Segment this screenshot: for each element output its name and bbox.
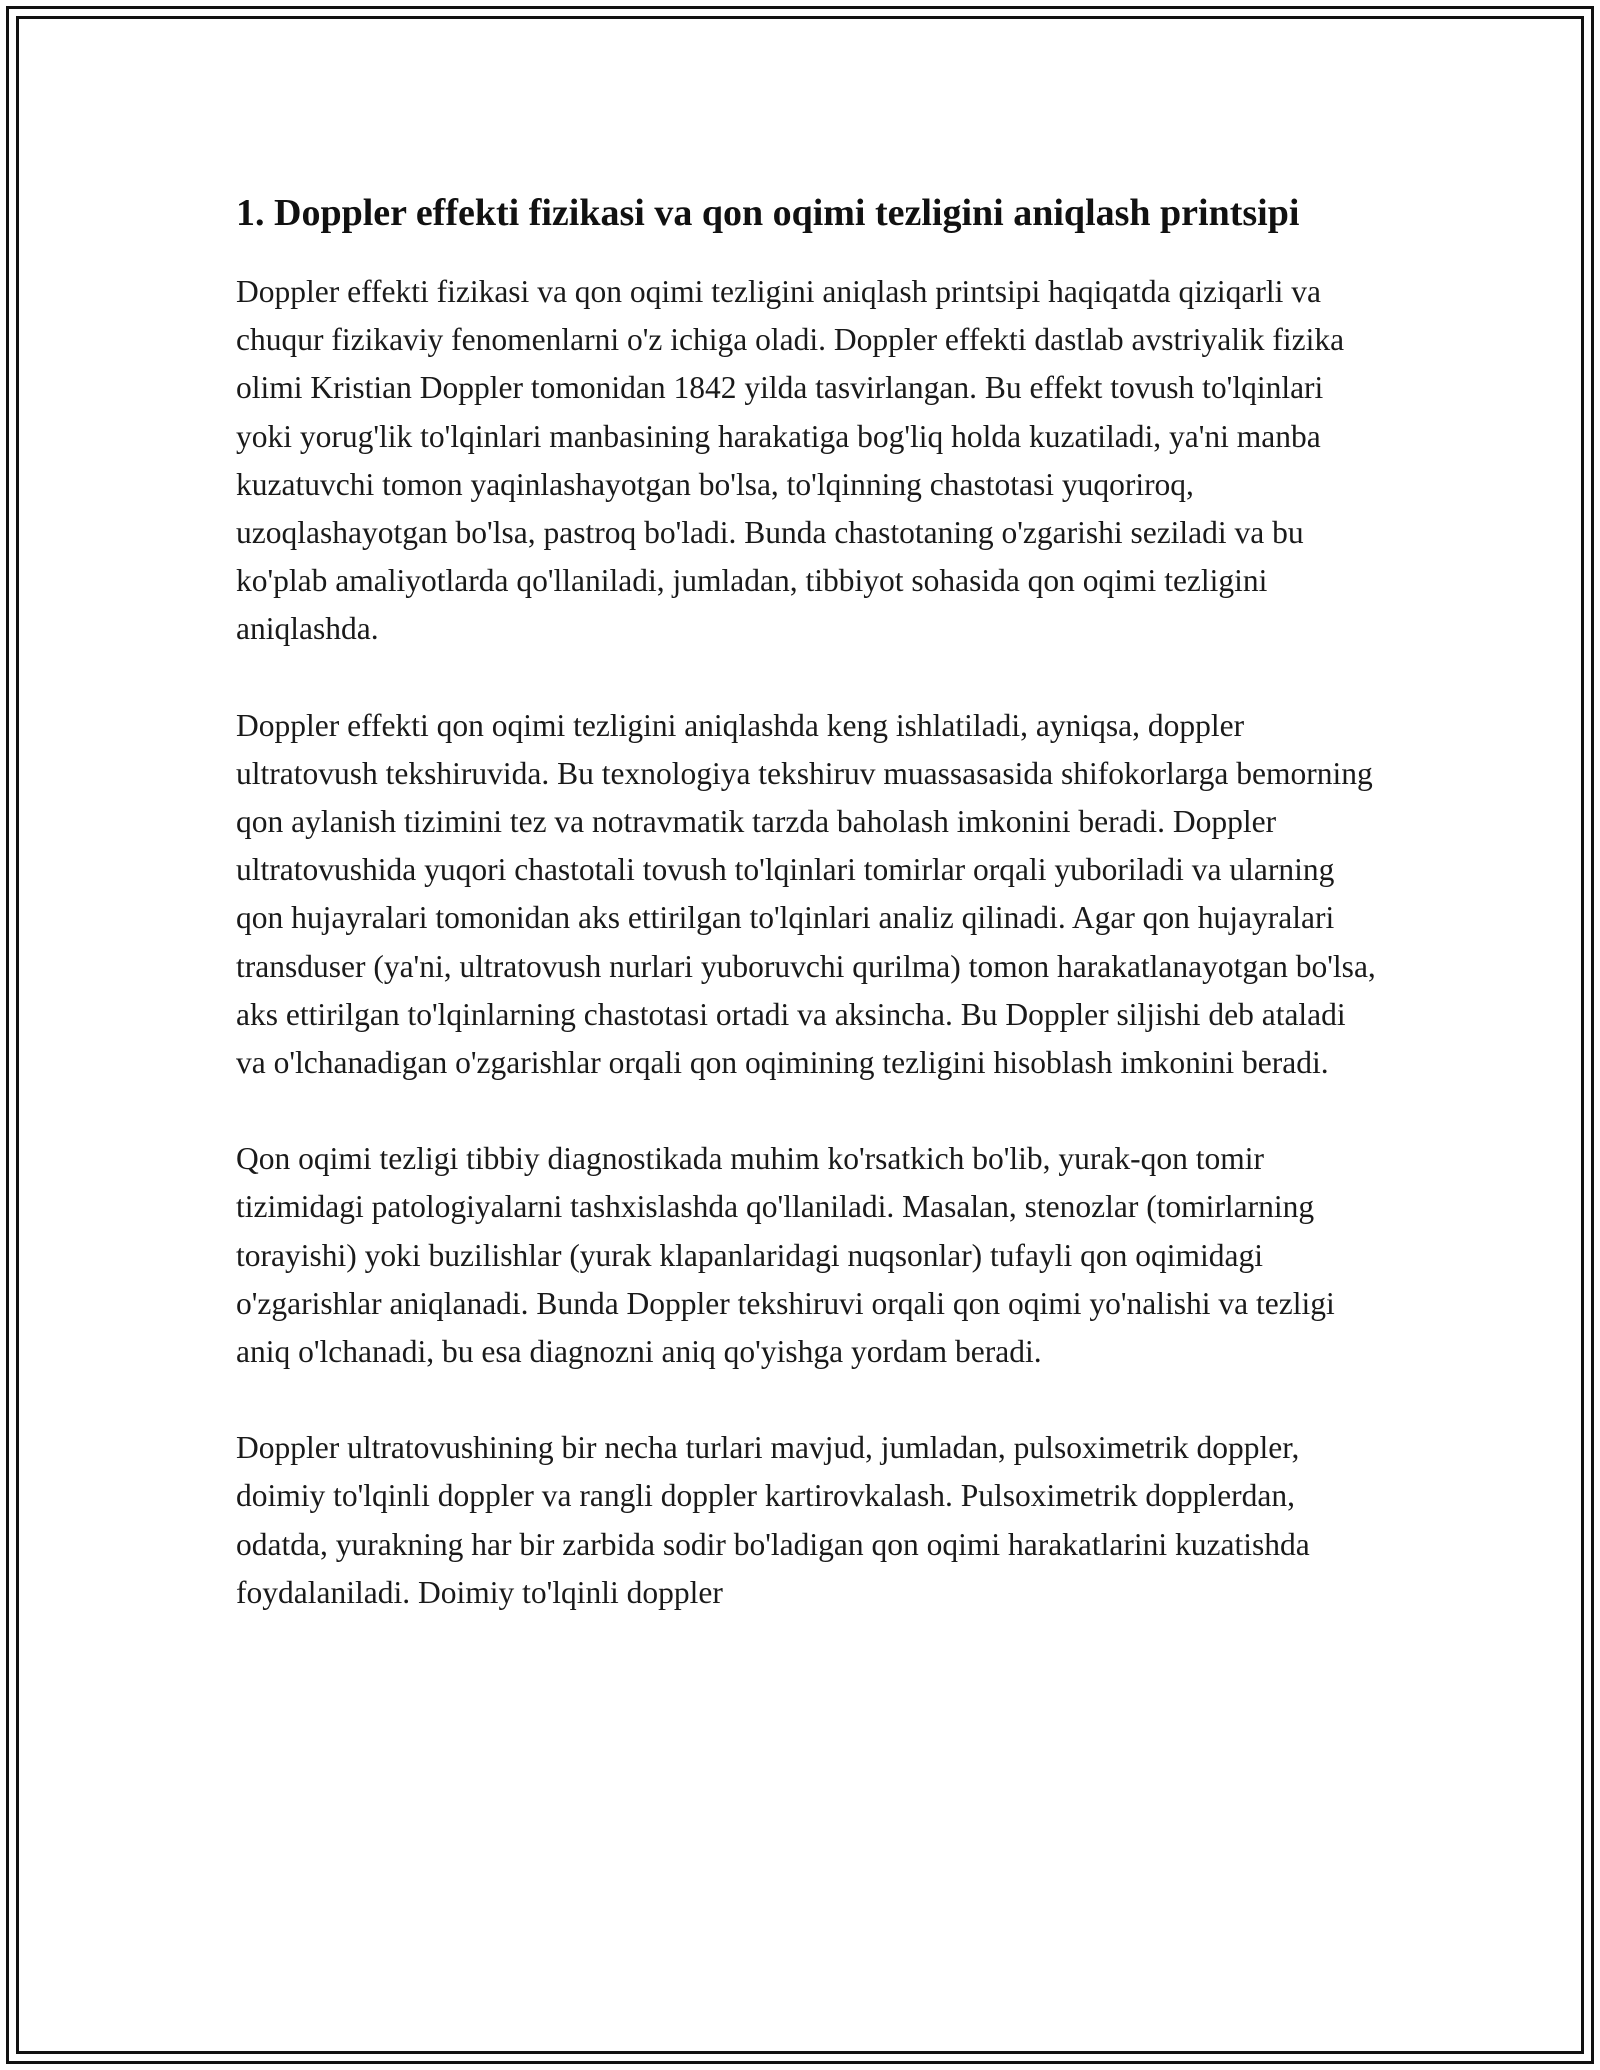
document-page: [236, 186, 1376, 1665]
paragraph-4: Doppler ultratovushining bir necha turlari mavjud, jumladan, pulsoximetrik doppler, doimiy to'lqinli doppler va rangli doppler kartirovkalash. Pulsoximetrik dopplerdan, odatda, yurakning har bir zarbida sodir bo'ladigan qon oqimi harakatlarini kuzatishda foydalaniladi. Doimiy to'lqinli doppler: [236, 1430, 1310, 1610]
section-title: 1. Doppler effekti fizikasi va qon oqimi tezligini aniqlash printsipi: [236, 192, 1300, 234]
paragraph-3: Qon oqimi tezligi tibbiy diagnostikada muhim ko'rsatkich bo'lib, yurak-qon tomir tizimidagi patologiyalarni tashxislashda qo'llaniladi. Masalan, stenozlar (tomirlarning torayishi) yoki buzilishlar (yurak klapanlaridagi nuqsonlar) tufayli qon oqimidagi o'zgarishlar aniqlanadi. Bunda Doppler tekshiruvi orqali qon oqimi yo'nalishi va tezligi aniq o'lchanadi, bu esa diagnozni aniq qo'yishga yordam beradi.: [236, 1141, 1335, 1370]
paragraph-2: Doppler effekti qon oqimi tezligini aniqlashda keng ishlatiladi, ayniqsa, doppler ultratovush tekshiruvida. Bu texnologiya tekshiruv muassasasida shifokorlarga bemorning qon aylanish tizimini tez va notravmatik tarzda baholash imkonini beradi. Doppler ultratovushida yuqori chastotali tovush to'lqinlari tomirlar orqali yuboriladi va ularning qon hujayralari tomonidan aks ettirilgan to'lqinlari analiz qilinadi. Agar qon hujayralari transduser (ya'ni, ultratovush nurlari yuboruvchi qurilma) tomon harakatlanayotgan bo'lsa, aks ettirilgan to'lqinlarning chastotasi ortadi va aksincha. Bu Doppler siljishi deb ataladi va o'lchanadigan o'zgarishlar orqali qon oqimining tezligini hisoblash imkonini beradi.: [236, 707, 1376, 1081]
paragraph-1: Doppler effekti fizikasi va qon oqimi tezligini aniqlash printsipi haqiqatda qiziqarli va chuqur fizikaviy fenomenlarni o'z ichiga oladi. Doppler effekti dastlab avstriyalik fizika olimi Kristian Doppler tomonidan 1842 yilda tasvirlangan. Bu effekt tovush to'lqinlari yoki yorug'lik to'lqinlari manbasining harakatiga bog'liq holda kuzatiladi, ya'ni manba kuzatuvchi tomon yaqinlashayotgan bo'lsa, to'lqinning chastotasi yuqoriroq, uzoqlashayotgan bo'lsa, pastroq bo'ladi. Bunda chastotaning o'zgarishi seziladi va bu ko'plab amaliyotlarda qo'llaniladi, jumladan, tibbiyot sohasida qon oqimi tezligini aniqlashda.: [236, 274, 1345, 647]
